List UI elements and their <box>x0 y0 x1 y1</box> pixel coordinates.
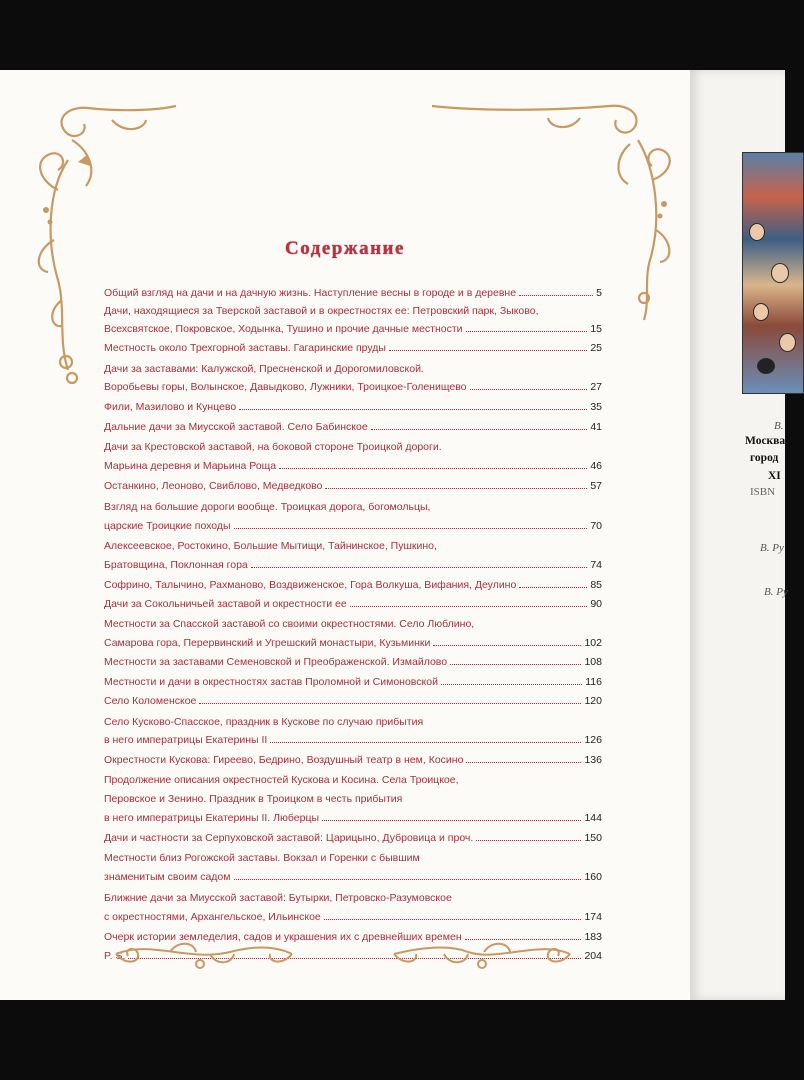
toc-entry: Ближние дачи за Миусской заставой: Бутырки, Петровско-Разумовское <box>104 892 452 904</box>
toc-entry: Продолжение описания окрестностей Кускова и Косина. Села Троицкое, <box>104 774 459 786</box>
toc-entry: царские Троицкие походы 70 <box>104 520 602 532</box>
toc-entry: в него императрицы Екатерины II. Люберцы 144 <box>104 812 602 824</box>
toc-entry: Софрино, Талычино, Рахманово, Воздвиженское, Гора Волкуша, Вифания, Деулино 85 <box>104 579 602 591</box>
toc-entry: Марьина деревня и Марьина Роща 46 <box>104 460 602 472</box>
toc-entry: Самарова гора, Перервинский и Угрешский монастыри, Кузьминки 102 <box>104 637 602 649</box>
page-title: Содержание <box>285 238 405 259</box>
toc-entry: Местности и дачи в окрестностях застав Проломной и Симоновской 116 <box>104 676 602 688</box>
cover-thumbnail <box>742 152 804 394</box>
book-title-line-3: XI <box>768 470 781 482</box>
toc-entry: Дачи за заставами: Калужской, Пресненской и Дорогомиловской. <box>104 363 424 375</box>
book-page <box>0 70 690 1000</box>
toc-entry: в него императрицы Екатерины II 126 <box>104 734 602 746</box>
toc-entry: Окрестности Кускова: Гиреево, Бедрино, Воздушный театр в нем, Косино 136 <box>104 754 602 766</box>
toc-entry: Братовщина, Поклонная гора 74 <box>104 559 602 571</box>
author-fragment: В. <box>774 420 784 432</box>
toc-entry: Дачи и частности за Серпуховской заставой: Царицыно, Дубровица и проч. 150 <box>104 832 602 844</box>
credit-fragment-1: В. Ру <box>760 542 784 554</box>
toc-entry: знаменитым своим садом 160 <box>104 871 602 883</box>
book-title-line-1: Москва <box>745 435 786 447</box>
toc-entry: Взгляд на большие дороги вообще. Троицкая дорога, богомольцы, <box>104 501 431 513</box>
toc-entry: Воробьевы горы, Волынское, Давыдково, Лужники, Троицкое-Голенищево 27 <box>104 381 602 393</box>
book-title-line-2: город <box>750 452 779 464</box>
toc-entry: Дачи за Сокольничьей заставой и окрестности ее 90 <box>104 598 602 610</box>
toc-entry: Очерк истории земледелия, садов и украшения их с древнейших времен 183 <box>104 931 602 943</box>
toc-entry: Дальние дачи за Миусской заставой. Село Бабинское 41 <box>104 421 602 433</box>
toc-entry: Село Коломенское 120 <box>104 695 602 707</box>
toc-entry: P. S. 204 <box>104 950 602 962</box>
isbn-fragment: ISBN <box>750 486 776 498</box>
toc-entry: Общий взгляд на дачи и на дачную жизнь. Наступление весны в городе и в деревне 5 <box>104 287 602 299</box>
toc-entry: Всехсвятское, Покровское, Ходынка, Тушино и прочие дачные местности 15 <box>104 323 602 335</box>
toc-entry: Алексеевское, Ростокино, Большие Мытищи, Тайнинское, Пушкино, <box>104 540 437 552</box>
toc-entry: Местности за Спасской заставой со своими окрестностями. Село Люблино, <box>104 618 475 630</box>
toc-entry: Местности за заставами Семеновской и Преображенской. Измайлово 108 <box>104 656 602 668</box>
credit-fragment-2: В. Ру <box>764 586 788 598</box>
toc-entry: Дачи за Крестовской заставой, на боковой стороне Троицкой дороги. <box>104 441 442 453</box>
toc-entry: Местность около Трехгорной заставы. Гагаринские пруды 25 <box>104 342 602 354</box>
toc-entry: Перовское и Зенино. Праздник в Троицком в честь прибытия <box>104 793 403 805</box>
facing-page <box>690 70 788 1000</box>
bottom-ornament-right <box>388 932 573 974</box>
toc-entry: с окрестностями, Архангельское, Ильинское 174 <box>104 911 602 923</box>
toc-entry: Местности близ Рогожской заставы. Вокзал и Горенки с бывшим <box>104 852 420 864</box>
toc-entry: Село Кусково-Спасское, праздник в Кускове по случаю прибытия <box>104 716 424 728</box>
toc-entry: Останкино, Леоново, Свиблово, Медведково 57 <box>104 480 602 492</box>
toc-entry: Дачи, находящиеся за Тверской заставой и в окрестностях ее: Петровский парк, Зыково, <box>104 305 539 317</box>
bottom-ornament-left <box>110 932 295 974</box>
toc-entry: Фили, Мазилово и Кунцево 35 <box>104 401 602 413</box>
